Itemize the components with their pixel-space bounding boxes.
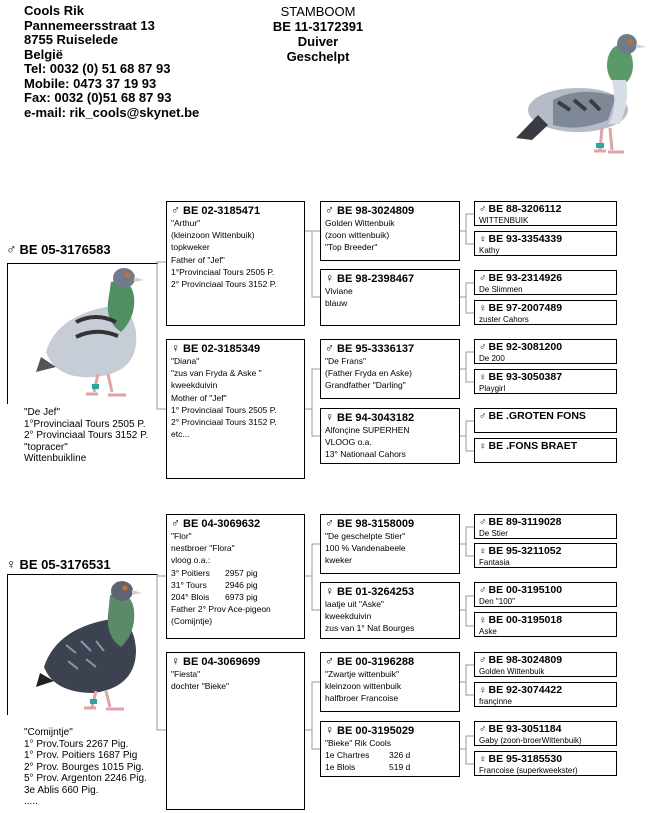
info-line: Golden Wittenbuik	[479, 667, 545, 676]
female-icon: ♀	[479, 234, 487, 245]
ring-number	[479, 203, 612, 216]
great-grandparent-box	[474, 231, 617, 256]
ring-text: BE 97-2007489	[488, 302, 563, 314]
sire-pigeon-photo	[36, 262, 154, 402]
result-pigeons: 2957 pig	[225, 567, 258, 578]
info-line: Father of "Jef"	[171, 254, 225, 265]
ring-text: BE 98-2398467	[337, 273, 415, 285]
info-line: De Stier	[479, 529, 508, 538]
ring-text: BE 93-3354339	[488, 233, 563, 245]
ring-text: BE 00-3195029	[337, 725, 415, 737]
ring-number	[325, 585, 455, 598]
ring-number	[479, 302, 612, 315]
info-line: kleinzoon wittenbuik	[325, 681, 402, 692]
owner-line: Mobile: 0473 37 19 93	[24, 75, 157, 91]
male-icon: ♂	[325, 516, 334, 530]
female-icon: ♀	[479, 685, 487, 696]
info-line: etc...	[171, 429, 190, 440]
info-line: zuster Cahors	[479, 315, 529, 324]
great-grandparent-box	[474, 751, 617, 776]
ring-number	[479, 410, 612, 423]
dam-pigeon-photo	[36, 575, 154, 715]
result-row	[171, 579, 300, 591]
info-line: "Flor"	[171, 531, 192, 541]
ring-number	[479, 545, 612, 558]
info-line: 1°Provinciaal Tours 2505 P.	[171, 266, 275, 277]
female-icon: ♀	[325, 723, 334, 737]
great-grandparent-box	[474, 339, 617, 364]
ring-number	[479, 516, 612, 529]
ring-number	[479, 654, 612, 667]
female-icon: ♀	[171, 341, 180, 355]
ring-number	[479, 371, 612, 384]
female-icon: ♀	[325, 410, 334, 424]
owner-line: e-mail: rik_cools@skynet.be	[24, 104, 200, 120]
great-grandparent-box	[474, 612, 617, 637]
ring-text: BE 88-3206112	[488, 203, 562, 215]
ring-text: BE 98-3024809	[337, 205, 415, 217]
info-line: françinne	[479, 697, 512, 706]
dam-father-box	[166, 514, 305, 639]
ring-text: BE 00-3195018	[488, 614, 563, 626]
ring-text: BE 98-3158009	[337, 518, 415, 530]
ring-text: BE 04-3069699	[183, 656, 261, 668]
dam-description	[24, 727, 147, 808]
result-row	[325, 749, 455, 761]
result-pigeons: 2946 pig	[225, 579, 258, 590]
sire-desc-line: 2° Provinciaal Tours 3152 P.	[24, 430, 149, 441]
sire-desc-line: "De Jef"	[24, 407, 61, 418]
dam-desc-line: 5° Prov. Argenton 2246 Pig.	[24, 773, 147, 784]
male-icon: ♂	[171, 203, 180, 217]
info-line: Grandfather "Darling"	[325, 380, 406, 391]
info-line: "zus van Fryda & Aske "	[171, 368, 262, 379]
ring-number	[171, 655, 300, 668]
info-line: "Top Breeder"	[325, 242, 378, 253]
info-line: "Bieke" Rik Cools	[325, 738, 392, 748]
female-icon: ♀	[325, 584, 334, 598]
info-line: vloog o.a.:	[171, 555, 211, 566]
sire-ring: BE 05-3176583	[19, 242, 111, 257]
male-icon: ♂	[479, 411, 487, 422]
male-icon: ♂	[325, 341, 334, 355]
info-line: 2° Provinciaal Tours 3152 P.	[171, 279, 277, 290]
ring-text: BE 95-3185530	[488, 753, 563, 765]
info-line: Kathy	[479, 246, 500, 255]
sire-desc-line: 1°Provinciaal Tours 2505 P.	[24, 418, 146, 430]
ring-number	[171, 517, 300, 530]
sire-title	[6, 241, 111, 257]
result-pigeons: 6973 pig	[225, 592, 258, 603]
info-line: nestbroer "Flora"	[171, 543, 235, 554]
dam-desc-line: 2° Prov. Bourges 1015 Pig.	[24, 761, 144, 773]
female-icon: ♀	[479, 615, 487, 626]
dam-gm2-box	[320, 721, 460, 777]
info-line: 100 % Vandenabeele	[325, 543, 406, 554]
male-icon: ♂	[479, 273, 487, 284]
info-line: (zoon wittenbuik)	[325, 230, 390, 241]
info-line: blauw	[325, 298, 348, 309]
ring-number	[325, 272, 455, 285]
ring-number	[479, 272, 612, 285]
info-line: WITTENBUIK	[479, 216, 529, 225]
great-grandparent-box	[474, 652, 617, 677]
dam-gf1-box	[320, 514, 460, 574]
ring-text: BE 00-3196288	[337, 656, 415, 668]
info-line: Mother of "Jef"	[171, 392, 227, 403]
owner-line: Fax: 0032 (0)51 68 87 93	[24, 90, 172, 105]
info-line: (Father Fryda en Aske)	[325, 368, 412, 379]
info-line: Father 2° Prov Ace-pigeon	[171, 604, 271, 615]
title-label: STAMBOOM	[280, 4, 356, 19]
female-icon: ♀	[479, 303, 487, 314]
male-icon: ♂	[479, 585, 487, 596]
ring-number	[171, 204, 300, 217]
great-grandparent-box	[474, 582, 617, 607]
ring-number	[171, 342, 300, 355]
info-line: Den "100"	[479, 597, 515, 606]
ring-number	[479, 233, 612, 246]
dam-desc-line: 1° Prov. Poitiers 1687 Pig	[24, 750, 138, 761]
info-line: Francoise (superkweekster)	[479, 766, 578, 775]
info-line: Viviane	[325, 286, 353, 296]
great-grandparent-box	[474, 721, 617, 746]
info-line: (Comijntje)	[171, 616, 213, 627]
great-grandparent-box	[474, 514, 617, 539]
male-icon: ♂	[479, 517, 487, 528]
great-grandparent-box	[474, 682, 617, 707]
info-line: VLOOG o.a.	[325, 437, 372, 448]
ring-text: BE 01-3264253	[337, 586, 415, 598]
result-race: 204° Blois	[171, 592, 210, 603]
ring-number	[325, 411, 455, 424]
ring-text: BE 04-3069632	[183, 518, 261, 530]
male-icon: ♂	[479, 204, 487, 215]
ring-text: BE 93-2314926	[488, 272, 563, 284]
male-icon: ♂	[325, 654, 334, 668]
ring-number	[325, 517, 455, 530]
sire-desc-line: "topracer"	[24, 441, 68, 453]
great-grandparent-box	[474, 270, 617, 295]
male-icon: ♂	[479, 655, 487, 666]
sire-gm2-box	[320, 408, 460, 464]
pedigree-title	[230, 4, 406, 64]
sire-gf2-box	[320, 339, 460, 399]
result-race: 1e Chartres	[325, 750, 370, 761]
dam-mother-box	[166, 652, 305, 810]
ring-text: BE 89-3119028	[488, 516, 562, 528]
dam-desc-line: .....	[24, 796, 38, 807]
ring-number	[479, 684, 612, 697]
female-icon: ♀	[479, 441, 487, 452]
info-line: 2° Provinciaal Tours 3152 P.	[171, 417, 277, 428]
female-icon: ♀	[6, 556, 17, 572]
ring-number	[479, 584, 612, 597]
owner-line: 8755 Ruiselede	[24, 32, 118, 47]
ring-text: BE .FONS BRAET	[488, 440, 578, 452]
owner-line: Pannemeersstraat 13	[24, 17, 155, 33]
dam-title	[6, 556, 111, 572]
great-grandparent-box	[474, 438, 617, 463]
dam-desc-line: "Comijntje"	[24, 727, 73, 738]
owner-line: België	[24, 46, 64, 62]
ring-text: BE 92-3081200	[488, 341, 563, 353]
result-race: 3° Poitiers	[171, 567, 210, 578]
info-line: De Slimmen	[479, 285, 523, 294]
dam-gf2-box	[320, 652, 460, 712]
ring-number	[325, 655, 455, 668]
info-line: laatje uit "Aske"	[325, 599, 384, 609]
info-line: 1° Provinciaal Tours 2505 P.	[171, 404, 277, 415]
ring-number	[479, 753, 612, 766]
male-icon: ♂	[6, 241, 17, 257]
ring-text: BE 93-3051184	[488, 723, 562, 735]
dam-desc-line: 1° Prov.Tours 2267 Pig.	[24, 738, 129, 750]
info-line: kweekduivin	[325, 611, 372, 622]
info-line: kweekduivin	[171, 380, 218, 391]
ring-number	[325, 724, 455, 737]
ring-number	[479, 614, 612, 627]
info-line: zus van 1° Nat Bourges	[325, 623, 415, 634]
ring-text: BE 02-3185471	[183, 205, 261, 217]
info-line: halfbroer Francoise	[325, 693, 399, 704]
result-race: 1e Blois	[325, 762, 356, 773]
female-icon: ♀	[479, 754, 487, 765]
male-icon: ♂	[479, 724, 487, 735]
great-grandparent-box	[474, 408, 617, 433]
great-grandparent-box	[474, 369, 617, 394]
result-race: 31° Tours	[171, 579, 207, 590]
result-row	[325, 761, 455, 773]
sire-gm1-box	[320, 269, 460, 326]
info-line: topkweker	[171, 242, 210, 253]
ring-number	[325, 204, 455, 217]
ring-text: BE 95-3336137	[337, 343, 415, 355]
ring-text: BE 94-3043182	[337, 412, 415, 424]
ring-text: BE .GROTEN FONS	[488, 410, 586, 422]
male-icon: ♂	[325, 203, 334, 217]
ring-number	[479, 341, 612, 354]
male-icon: ♂	[479, 342, 487, 353]
dam-desc-line: 3e Ablis 660 Pig.	[24, 784, 99, 796]
ring-number	[479, 440, 612, 453]
sire-desc-line: Wittenbuikline	[24, 453, 87, 464]
male-icon: ♂	[171, 516, 180, 530]
info-line: dochter "Bieke"	[171, 681, 230, 692]
info-line: 13° Nationaal Cahors	[325, 449, 406, 460]
owner-info	[24, 4, 199, 120]
female-icon: ♀	[479, 372, 487, 383]
title-color: Geschelpt	[286, 49, 350, 64]
info-line: kweker	[325, 555, 352, 566]
info-line: "Diana"	[171, 356, 200, 366]
info-line: Alfonçine SUPERHEN	[325, 425, 410, 435]
ring-text: BE 00-3195100	[488, 584, 563, 596]
ring-text: BE 93-3050387	[488, 371, 563, 383]
info-line: "Fiesta"	[171, 669, 201, 679]
main-pigeon-photo	[508, 20, 648, 160]
title-ring: BE 11-3172391	[272, 19, 364, 34]
sire-mother-box	[166, 339, 305, 479]
owner-line: Tel: 0032 (0) 51 68 87 93	[24, 61, 171, 76]
dam-ring: BE 05-3176531	[19, 557, 111, 572]
ring-number	[479, 723, 612, 736]
info-line: "Zwartje wittenbuik"	[325, 669, 400, 679]
result-pigeons: 326 d	[389, 750, 411, 761]
great-grandparent-box	[474, 201, 617, 226]
info-line: Fantasia	[479, 558, 510, 567]
result-row	[171, 591, 300, 603]
great-grandparent-box	[474, 300, 617, 325]
info-line: Aske	[479, 627, 497, 636]
sire-father-box	[166, 201, 305, 326]
sire-gf1-box	[320, 201, 460, 261]
owner-line: Cools Rik	[24, 3, 84, 18]
great-grandparent-box	[474, 543, 617, 568]
female-icon: ♀	[171, 654, 180, 668]
female-icon: ♀	[479, 546, 487, 557]
sire-description	[24, 407, 148, 465]
info-line: (kleinzoon Wittenbuik)	[171, 230, 255, 241]
info-line: Golden Wittenbuik	[325, 218, 395, 228]
info-line: De 200	[479, 354, 505, 363]
ring-text: BE 98-3024809	[488, 654, 563, 666]
dam-gm1-box	[320, 582, 460, 639]
info-line: "Arthur"	[171, 218, 201, 228]
info-line: Playgirl	[479, 384, 506, 393]
title-sex: Duiver	[297, 34, 339, 49]
info-line: Gaby (zoon-broerWittenbuik)	[479, 736, 582, 745]
result-pigeons: 519 d	[389, 762, 411, 773]
info-line: "De Frans"	[325, 356, 366, 366]
ring-text: BE 02-3185349	[183, 343, 261, 355]
ring-text: BE 95-3211052	[488, 545, 562, 557]
ring-number	[325, 342, 455, 355]
info-line: "De geschelpte Stier"	[325, 531, 406, 541]
ring-text: BE 92-3074422	[488, 684, 563, 696]
female-icon: ♀	[325, 271, 334, 285]
result-row	[171, 567, 300, 579]
